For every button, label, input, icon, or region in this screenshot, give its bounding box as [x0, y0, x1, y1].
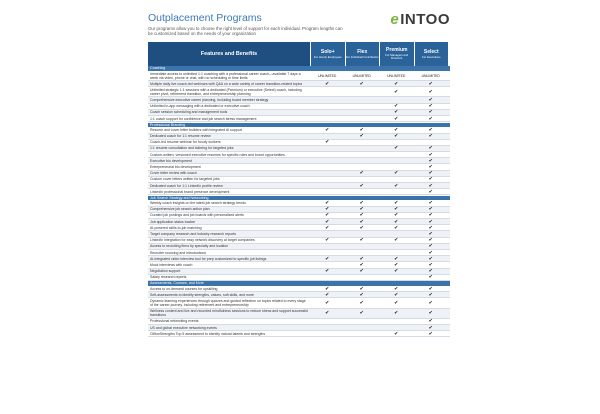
table-cell — [310, 116, 345, 121]
feature-text: Resume and cover letter builders with integrated AI support — [150, 127, 242, 132]
feature-text: Executive bio development — [150, 158, 192, 163]
checkmark-icon: ✔ — [359, 80, 364, 87]
checkmark-icon: ✔ — [428, 324, 433, 331]
column-name: Select — [423, 48, 439, 55]
checkmark-icon: ✔ — [428, 291, 433, 298]
table-cell — [345, 244, 380, 249]
feature-text: Comprehensive job search action plan — [150, 207, 210, 212]
table-cell — [310, 104, 345, 109]
checkmark-icon: ✔ — [359, 126, 364, 133]
table-cell — [345, 250, 380, 255]
intoo-logo-mark: e — [390, 11, 400, 28]
checkmark-icon: ✔ — [359, 218, 364, 225]
checkmark-icon: ✔ — [428, 212, 433, 219]
table-cell — [310, 152, 345, 157]
column-header-premium — [380, 42, 414, 66]
checkmark-icon: ✔ — [359, 212, 364, 219]
checkmark-icon: ✔ — [359, 206, 364, 213]
table-cell — [345, 158, 380, 163]
checkmark-icon: ✔ — [428, 318, 433, 325]
document-page — [148, 8, 450, 410]
page-subtitle: Our programs allow you to choose the right level of support for each individual. Program lengths can be customized based on the needs of your organization — [148, 26, 343, 37]
checkmark-icon: ✔ — [325, 139, 330, 146]
checkmark-icon: ✔ — [394, 80, 399, 87]
checkmark-icon: ✔ — [428, 164, 433, 171]
table-row — [148, 116, 450, 122]
checkmark-icon: ✔ — [428, 310, 433, 317]
feature-text: Mock interviews with coach — [150, 262, 193, 267]
checkmark-icon: ✔ — [428, 170, 433, 177]
table-cell — [379, 164, 414, 169]
checkmark-icon: ✔ — [428, 243, 433, 250]
table-cell — [345, 140, 380, 145]
checkmark-icon: ✔ — [428, 200, 433, 207]
feature-text: Unlimited strategic 1:1 sessions with a dedicated (Premium) or executive (Select) coach, including career pivot, retirement transition, and entrepreneurship planning — [150, 87, 302, 96]
checkmark-icon: ✔ — [325, 212, 330, 219]
feature-text: Comprehensive executive career planning, including board member strategy — [150, 98, 269, 103]
checkmark-icon: ✔ — [325, 285, 330, 292]
checkmark-icon: ✔ — [428, 261, 433, 268]
table-cell — [379, 152, 414, 157]
checkmark-icon: ✔ — [428, 224, 433, 231]
column-header-select — [415, 42, 449, 66]
checkmark-icon: ✔ — [394, 133, 399, 140]
checkmark-icon: ✔ — [359, 237, 364, 244]
feature-text: Dedicated coach for 1:1 LinkedIn profile review — [150, 183, 223, 188]
table-cell — [379, 250, 414, 255]
section-header: Job Search Strategy and Networking — [148, 196, 450, 201]
table-cell — [379, 177, 414, 182]
feature-text: CliftonStrengths Top 5 assessment to identify natural talents and strengths — [150, 331, 266, 336]
checkmark-icon: ✔ — [428, 97, 433, 104]
table-cell: UNLIMITED — [352, 73, 371, 78]
checkmark-icon: ✔ — [428, 103, 433, 110]
checkmark-icon: ✔ — [394, 237, 399, 244]
checkmark-icon: ✔ — [394, 212, 399, 219]
checkmark-icon: ✔ — [394, 299, 399, 306]
table-cell — [414, 140, 449, 145]
table-cell — [345, 152, 380, 157]
checkmark-icon: ✔ — [428, 109, 433, 116]
checkmark-icon: ✔ — [428, 126, 433, 133]
column-sub: For Hourly Employees — [313, 54, 342, 59]
checkmark-icon: ✔ — [325, 237, 330, 244]
features-header: Features and Benefits — [148, 42, 310, 66]
feature-text: Entrepreneurial bio development — [150, 165, 201, 170]
checkmark-icon: ✔ — [359, 170, 364, 177]
checkmark-icon: ✔ — [428, 88, 433, 95]
feature-text: US and global executive networking events — [150, 325, 217, 330]
feature-text: LinkedIn integration for easy network discovery at target companies — [150, 238, 255, 243]
table-cell — [310, 244, 345, 249]
checkmark-icon: ✔ — [428, 80, 433, 87]
checkmark-icon: ✔ — [428, 255, 433, 262]
checkmark-icon: ✔ — [394, 255, 399, 262]
checkmark-icon: ✔ — [394, 330, 399, 337]
checkmark-icon: ✔ — [394, 218, 399, 225]
checkmark-icon: ✔ — [428, 157, 433, 164]
section-header: Coaching — [148, 66, 450, 71]
checkmark-icon: ✔ — [394, 170, 399, 177]
table-row — [148, 189, 450, 195]
checkmark-icon: ✔ — [428, 151, 433, 158]
table-row — [148, 309, 450, 319]
table-cell — [310, 177, 345, 182]
column-sub: For Executives — [422, 54, 441, 59]
table-cell — [310, 275, 345, 280]
column-name: Flex — [357, 48, 368, 55]
checkmark-icon: ✔ — [394, 109, 399, 116]
checkmark-icon: ✔ — [325, 310, 330, 317]
checkmark-icon: ✔ — [394, 285, 399, 292]
table-cell — [310, 325, 345, 330]
checkmark-icon: ✔ — [325, 268, 330, 275]
checkmark-icon: ✔ — [394, 145, 399, 152]
checkmark-icon: ✔ — [359, 299, 364, 306]
feature-text: AI-powered skills-to-job matching — [150, 225, 202, 230]
checkmark-icon: ✔ — [325, 126, 330, 133]
table-cell — [345, 325, 380, 330]
checkmark-icon: ✔ — [325, 206, 330, 213]
checkmark-icon: ✔ — [428, 133, 433, 140]
feature-text: Weekly coach insights on the latest job search strategy trends — [150, 201, 246, 206]
table-cell — [379, 97, 414, 102]
column-header-flex — [346, 42, 380, 66]
checkmark-icon: ✔ — [359, 268, 364, 275]
checkmark-icon: ✔ — [359, 133, 364, 140]
section-header: Professional Branding — [148, 123, 450, 128]
checkmark-icon: ✔ — [394, 291, 399, 298]
feature-text: Immediate access to unlimited 1:1 coaching with a professional career coach—available 7 days a week via video, phone or chat, with no scheduling or time limits — [150, 71, 301, 80]
table-cell — [379, 140, 414, 145]
table-cell — [310, 231, 345, 236]
feature-text: Custom cover letters written for targeted jobs — [150, 177, 220, 182]
checkmark-icon: ✔ — [359, 291, 364, 298]
intoo-logo-text: INTOO — [400, 11, 450, 28]
checkmark-icon: ✔ — [428, 268, 433, 275]
checkmark-icon: ✔ — [359, 182, 364, 189]
feature-text: Coach-led resume webinar for hourly workers — [150, 140, 221, 145]
table-cell — [379, 158, 414, 163]
checkmark-icon: ✔ — [359, 285, 364, 292]
table-cell — [345, 146, 380, 151]
checkmark-icon: ✔ — [359, 255, 364, 262]
checkmark-icon: ✔ — [394, 126, 399, 133]
table-cell: UNLIMITED — [387, 73, 406, 78]
table-row — [148, 331, 450, 337]
checkmark-icon: ✔ — [359, 224, 364, 231]
feature-text: Dedicated coach for 1:1 resume review — [150, 134, 211, 139]
checkmark-icon: ✔ — [359, 200, 364, 207]
checkmark-icon: ✔ — [325, 200, 330, 207]
checkmark-icon: ✔ — [394, 200, 399, 207]
table-row — [148, 275, 450, 281]
table-cell — [345, 231, 380, 236]
checkmark-icon: ✔ — [428, 249, 433, 256]
feature-text: Access to on-demand courses for upskilling — [150, 286, 218, 291]
checkmark-icon: ✔ — [325, 255, 330, 262]
checkmark-icon: ✔ — [325, 299, 330, 306]
intoo-logo — [390, 11, 450, 28]
table-body — [148, 66, 450, 337]
table-cell — [310, 164, 345, 169]
feature-text: Dynamic learning experiences through quizzes and guided reflection on topics related to every stage of the career journey, including retirement and entrepreneurship — [150, 298, 306, 307]
table-cell — [379, 319, 414, 324]
checkmark-icon: ✔ — [325, 291, 330, 298]
checkmark-icon: ✔ — [428, 231, 433, 237]
table-cell — [345, 87, 380, 96]
checkmark-icon: ✔ — [394, 206, 399, 213]
checkmark-icon: ✔ — [428, 176, 433, 183]
feature-text: Custom-written, versioned executive resumes for specific roles and board opportunities — [150, 152, 285, 157]
table-header — [148, 42, 450, 66]
table-cell — [310, 158, 345, 163]
table-cell — [310, 331, 345, 336]
table-cell — [379, 189, 414, 194]
table-cell — [379, 231, 414, 236]
feature-text: 1:1 resume consultation and tailoring for targeted jobs — [150, 146, 234, 151]
table-cell — [310, 319, 345, 324]
table-cell — [345, 331, 380, 336]
checkmark-icon: ✔ — [394, 261, 399, 268]
table-cell — [345, 189, 380, 194]
table-cell — [345, 164, 380, 169]
table-cell — [345, 177, 380, 182]
table-cell — [310, 262, 345, 267]
checkmark-icon: ✔ — [325, 224, 330, 231]
checkmark-icon: ✔ — [359, 310, 364, 317]
checkmark-icon: ✔ — [359, 261, 364, 268]
table-cell — [310, 97, 345, 102]
feature-text: Wellness content and live and recorded mindfulness sessions to reduce stress and support successful transitions — [150, 309, 309, 318]
feature-text: Salary research reports — [150, 275, 187, 280]
table-cell — [345, 319, 380, 324]
checkmark-icon: ✔ — [394, 310, 399, 317]
table-cell — [310, 146, 345, 151]
table-cell — [310, 183, 345, 188]
checkmark-icon: ✔ — [428, 299, 433, 306]
feature-text: Negotiation support — [150, 269, 181, 274]
checkmark-icon: ✔ — [428, 206, 433, 213]
checkmark-icon: ✔ — [394, 182, 399, 189]
table-cell — [345, 275, 380, 280]
table-cell — [310, 87, 345, 96]
table-cell: UNLIMITED — [421, 73, 440, 78]
checkmark-icon: ✔ — [428, 188, 433, 195]
table-cell — [345, 104, 380, 109]
column-name: Solo+ — [320, 48, 335, 55]
checkmark-icon: ✔ — [394, 103, 399, 110]
table-cell — [345, 116, 380, 121]
checkmark-icon: ✔ — [428, 330, 433, 337]
table-cell — [345, 110, 380, 115]
column-header-solo — [311, 42, 345, 66]
table-row — [148, 71, 450, 81]
section-header: Assessments, Courses, and More — [148, 281, 450, 286]
feature-text: Professional networking events — [150, 319, 199, 324]
table-row — [148, 87, 450, 97]
table-cell — [310, 189, 345, 194]
column-sub: For Managers and Directors — [385, 53, 409, 61]
feature-text: Job application status tracker — [150, 219, 196, 224]
page-title: Outplacement Programs — [148, 12, 262, 24]
feature-text: Unlimited in-app messaging with a dedicated or executive coach — [150, 104, 250, 109]
feature-text: Target company research and industry research reports — [150, 232, 236, 236]
checkmark-icon: ✔ — [428, 218, 433, 225]
checkmark-icon: ✔ — [394, 224, 399, 231]
checkmark-icon: ✔ — [428, 145, 433, 152]
table-cell — [379, 325, 414, 330]
checkmark-icon: ✔ — [325, 218, 330, 225]
table-row — [148, 298, 450, 308]
table-cell — [379, 244, 414, 249]
feature-text: Curated job postings and job boards with personalized alerts — [150, 213, 244, 218]
feature-text: Access to recruiting firms by specialty and location — [150, 244, 229, 249]
feature-text: Coach session scheduling and management tools — [150, 110, 228, 115]
checkmark-icon: ✔ — [428, 115, 433, 122]
checkmark-icon: ✔ — [325, 80, 330, 87]
table-cell — [310, 250, 345, 255]
feature-text: Self-assessments to identify strengths, values, soft skills, and more — [150, 292, 254, 297]
feature-text: Cover letter review with coach — [150, 171, 197, 176]
checkmark-icon: ✔ — [428, 285, 433, 292]
feature-text: 1:1 coach support for confidence and job search stress management — [150, 116, 257, 121]
checkmark-icon: ✔ — [394, 268, 399, 275]
table-cell — [310, 171, 345, 176]
checkmark-icon: ✔ — [428, 237, 433, 244]
feature-text: Multiple daily live coach-led webinars with Q&A on a wide variety of career transition-related topics — [150, 81, 303, 86]
feature-text: AI-integrated video interview tool for prep customized to specific job listings — [150, 256, 267, 261]
column-sub: For Individual Contributors — [345, 54, 379, 59]
checkmark-icon: ✔ — [394, 88, 399, 95]
table-cell — [345, 97, 380, 102]
table-cell — [310, 134, 345, 139]
checkmark-icon: ✔ — [394, 115, 399, 122]
table-cell — [310, 110, 345, 115]
feature-text: Recruiter sourcing and introductions — [150, 250, 207, 255]
feature-text: LinkedIn professional brand presence development — [150, 189, 230, 194]
checkmark-icon: ✔ — [428, 274, 433, 281]
table-cell: UNLIMITED — [318, 73, 337, 78]
column-name: Premium — [386, 47, 408, 54]
checkmark-icon: ✔ — [428, 182, 433, 189]
table-cell — [379, 275, 414, 280]
